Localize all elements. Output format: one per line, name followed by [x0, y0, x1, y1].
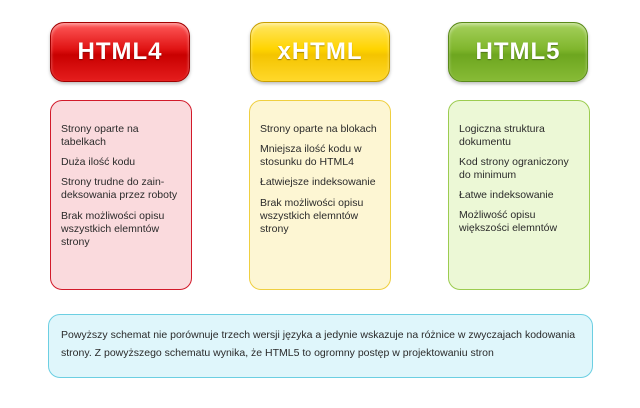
html5-feature-2: Kod strony ograniczony do minimum [459, 156, 569, 181]
html5-header [448, 22, 588, 82]
xhtml-header [250, 22, 390, 82]
html5-feature-1: Logiczna struktura dokumentu [459, 123, 545, 148]
html4-title: HTML4 [77, 38, 163, 65]
xhtml-features-box [249, 100, 391, 290]
html4-feature-list [61, 123, 183, 249]
xhtml-feature-1: Strony oparte na blokach [260, 123, 377, 135]
html4-feature-4: Brak możliwości opisu wszystkich elemntów strony [61, 210, 165, 248]
html4-feature-1: Strony oparte na tabelkach [61, 123, 139, 148]
html5-feature-3: Łatwe indeksowanie [459, 189, 554, 201]
xhtml-feature-list [260, 123, 382, 236]
xhtml-feature-2: Mniejsza ilość kodu w stosunku do HTML4 [260, 143, 362, 168]
summary-note: Powyższy schemat nie porównuje trzech wersji języka a jedynie wskazuje na różnice w zwyczajach kodowania strony. Z powyższego schematu wynika, że HTML5 to ogromny postęp w projektowaniu stron [48, 314, 593, 378]
html5-features-box [448, 100, 590, 290]
html5-title: HTML5 [475, 38, 561, 65]
html5-feature-4: Możliwość opisu większości elemntów [459, 209, 558, 234]
xhtml-feature-3: Łatwiejsze indeksowanie [260, 176, 376, 188]
html5-feature-list [459, 123, 581, 235]
xhtml-title: xHTML [277, 38, 363, 65]
html4-features-box [50, 100, 192, 290]
html4-header [50, 22, 190, 82]
html4-feature-3: Strony trudne do zain-deksowania przez roboty [61, 176, 178, 201]
html4-feature-2: Duża ilość kodu [61, 156, 136, 168]
xhtml-feature-4: Brak możliwości opisu wszystkich elemntów strony [260, 197, 364, 235]
